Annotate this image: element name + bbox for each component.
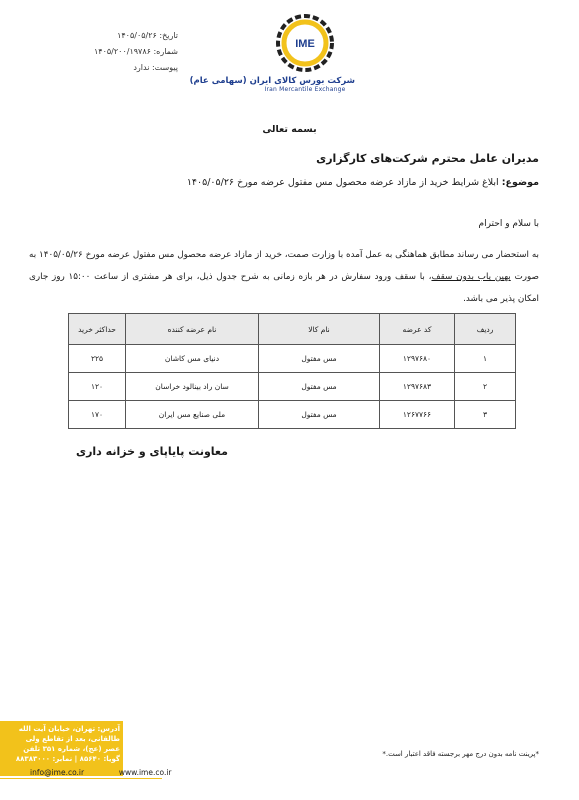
validity-note: *پرینت نامه بدون درج مهر برجسته فاقد اعتبار است.* [382,750,539,758]
ime-logo-icon [274,12,336,74]
cell-row-number: ۲ [455,373,516,401]
company-logo [189,12,355,104]
subject-text: ابلاغ شرایط خرید از مازاد عرضه محصول مس مفتول عرضه مورخ ۱۴۰۵/۰۵/۲۶ [186,177,499,188]
letter-meta [58,28,178,76]
cell-commodity: مس مفتول [259,373,380,401]
footer-contact [30,768,230,777]
bismillah: بسمه تعالی [262,124,317,135]
number-label: شماره: ۱۴۰۵/۲۰۰/۱۹۷۸۶ [93,47,178,56]
body-part-2: ، با سقف ورود سفارش در هر بازه زمانی به شرح جدول ذیل، برای هر مشتری از ساعت ۱۵:۰۰ روز جاری امکان پذیر می باشد. [29,272,539,304]
signature-department: معاونت پایاپای و خزانه داری [76,445,228,458]
cell-commodity: مس مفتول [259,345,380,373]
footer-website[interactable]: www.ime.co.ir [118,768,172,777]
cell-max-purchase: ۱۲۰ [69,373,126,401]
cell-offer-code: ۱۲۹۷۶۸۳ [380,373,455,401]
letter-body [29,244,539,310]
footer-email[interactable]: info@ime.co.ir [30,768,85,777]
cell-offer-code: ۱۲۹۷۶۸۰ [380,345,455,373]
header-max-purchase: حداکثر خرید [69,314,126,345]
header-row-number: ردیف [455,314,516,345]
table-row [69,373,516,401]
cell-commodity: مس مفتول [259,401,380,429]
cell-row-number: ۱ [455,345,516,373]
cell-supplier: سان راد بینالود خراسان [126,373,259,401]
cell-row-number: ۳ [455,401,516,429]
cell-max-purchase: ۲۲۵ [69,345,126,373]
greeting: با سلام و احترام [478,219,539,229]
logo-mark: IME [295,38,315,50]
cell-supplier: دنیای مس کاشان [126,345,259,373]
cell-supplier: ملی صنایع مس ایران [126,401,259,429]
header-commodity: نام کالا [259,314,380,345]
cell-offer-code: ۱۲۶۷۷۶۶ [380,401,455,429]
body-underlined: بهین یاب بدون سقف [431,272,511,282]
table-row [69,345,516,373]
subject-line [187,177,539,188]
purchase-limits-table [68,313,516,429]
header-offer-code: کد عرضه [380,314,455,345]
company-name-fa: شرکت بورس کالای ایران (سهامی عام) [189,76,355,86]
company-name-en: Iran Mercantile Exchange [264,86,346,93]
table-row [69,401,516,429]
table-header-row [69,314,516,345]
body-part-1: به استحضار می رساند مطابق هماهنگی به عمل آمده با وزارت صمت، خرید از مازاد عرضه محصول مس مفتول عرضه مورخ ۱۴۰۵/۰۵/۲۶ به صورت [29,250,540,282]
addressee: مدیران عامل محترم شرکت‌های کارگزاری [316,152,539,165]
subject-label: موضوع: [501,177,539,188]
footer-divider [0,778,162,779]
date-label: تاریخ: ۱۴۰۵/۰۵/۲۶ [117,31,178,40]
cell-max-purchase: ۱۷۰ [69,401,126,429]
attachment-label: پیوست: ندارد [133,63,178,72]
footer-address: آدرس: تهران، خیابان آیت الله طالقانی، بعد از تقاطع ولی عصر (عج)، شماره ۳۵۱ تلفن گویا: ۸۵۶۴۰ | نمابر: ۸۸۳۸۳۰۰۰ [15,725,120,763]
header-supplier: نام عرضه کننده [126,314,259,345]
